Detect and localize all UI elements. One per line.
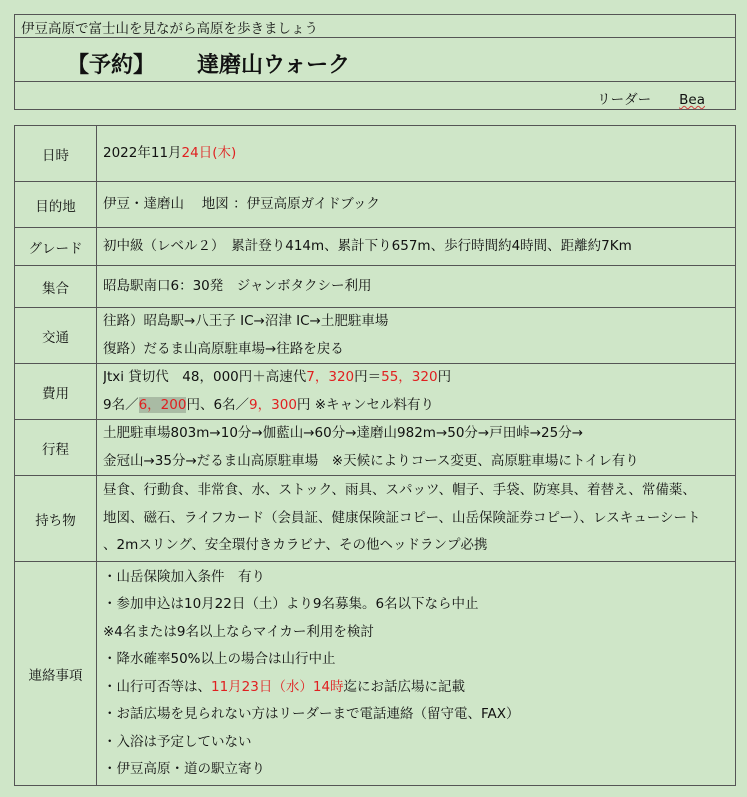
notes-item-2: ・参加申込は10月22日（土）より9名募集。6名以下なら中止 bbox=[103, 596, 479, 612]
cost-l1-e: 円 bbox=[437, 369, 452, 385]
title-text: 達磨山ウォーク bbox=[197, 53, 351, 78]
cost-l2-a: 9名／ bbox=[103, 396, 139, 413]
leader-row bbox=[15, 82, 735, 110]
cost-line-2 bbox=[103, 392, 735, 420]
label-notes: 連絡事項 bbox=[15, 562, 97, 786]
notes-item-5-b: 11月23日（水）14時 bbox=[211, 678, 344, 695]
notes-item-1: ・山岳保険加入条件 有り bbox=[103, 568, 265, 585]
itinerary-line-1: 土肥駐車場803m→10分→伽藍山→60分→達磨山982m→50分→戸田峠→25分→ bbox=[103, 425, 584, 441]
cost-l2-d: 9，300 bbox=[249, 396, 297, 413]
leader-label: リーダー bbox=[597, 92, 652, 108]
belongings-line-3: 、2mスリング、安全環付きカラビナ、その他ヘッドランプ必携 bbox=[103, 537, 488, 554]
cost-l1-a: Jtxi 貸切代 48，000円＋高速代 bbox=[103, 369, 307, 385]
value-belongings bbox=[97, 476, 736, 562]
notes-item-5 bbox=[103, 674, 735, 702]
value-grade: 初中級（レベル２） 累計登り414m、累計下り657m、歩行時間約4時間、距離約7Km bbox=[97, 228, 736, 266]
label-cost: 費用 bbox=[15, 364, 97, 420]
cost-line-1 bbox=[103, 364, 735, 392]
notes-item-8: ・伊豆高原・道の駅立寄り bbox=[103, 761, 265, 777]
cost-l1-c: 円＝ bbox=[354, 369, 382, 385]
label-transport: 交通 bbox=[15, 308, 97, 364]
cost-l2-b: 6，200 bbox=[138, 396, 187, 413]
notes-item-6: ・お話広場を見られない方はリーダーまで電話連絡（留守電、FAX） bbox=[103, 706, 520, 722]
value-meeting: 昭島駅南口6：30発 ジャンボタクシー利用 bbox=[97, 266, 736, 308]
row-itinerary bbox=[15, 420, 736, 476]
notes-item-3: ※4名または9名以上ならマイカー利用を検討 bbox=[103, 623, 374, 640]
label-datetime: 日時 bbox=[15, 126, 97, 182]
date-year-month: 2022年11月 bbox=[103, 144, 182, 161]
value-datetime bbox=[97, 126, 736, 182]
value-notes bbox=[97, 562, 736, 786]
label-belongings: 持ち物 bbox=[15, 476, 97, 562]
transport-line-1: 往路）昭島駅→八王子 IC→沼津 IC→土肥駐車場 bbox=[103, 313, 389, 329]
value-destination: 伊豆・達磨山 地図 ：伊豆高原ガイドブック bbox=[97, 182, 736, 228]
value-cost bbox=[97, 364, 736, 420]
label-meeting: 集合 bbox=[15, 266, 97, 308]
row-meeting bbox=[15, 266, 736, 308]
belongings-line-1: 昼食、行動食、非常食、水、ストック、雨具、スパッツ、帽子、手袋、防寒具、着替え、常備薬、 bbox=[103, 482, 696, 499]
transport-line-2: 復路）だるま山高原駐車場→往路を戻る bbox=[103, 340, 344, 357]
page-title bbox=[15, 38, 735, 82]
value-transport bbox=[97, 308, 736, 364]
cost-l2-e: 円 ※キャンセル料有り bbox=[296, 396, 435, 413]
row-cost bbox=[15, 364, 736, 420]
row-belongings bbox=[15, 476, 736, 562]
cost-l1-d: 55，320 bbox=[381, 369, 438, 385]
date-day: 24日 bbox=[181, 144, 213, 161]
notes-item-4: ・降水確率50%以上の場合は山行中止 bbox=[103, 651, 336, 667]
label-destination: 目的地 bbox=[15, 182, 97, 228]
label-grade: グレード bbox=[15, 228, 97, 266]
cost-l2-c: 円、6名／ bbox=[186, 396, 250, 413]
belongings-line-2: 地図、磁石、ライフカード（会員証、健康保険証コピー、山岳保険証券コピー）、レスキューシート bbox=[103, 509, 701, 526]
row-destination bbox=[15, 182, 736, 228]
header-box bbox=[14, 14, 736, 110]
notes-item-7: ・入浴は予定していない bbox=[103, 733, 252, 750]
details-table bbox=[14, 125, 736, 786]
notes-item-5-c: 迄にお話広場に記載 bbox=[343, 678, 466, 695]
cost-l1-b: 7，320 bbox=[306, 369, 355, 385]
subtitle: 伊豆高原で富士山を見ながら高原を歩きましょう bbox=[15, 15, 735, 38]
row-grade bbox=[15, 228, 736, 266]
label-itinerary: 行程 bbox=[15, 420, 97, 476]
date-weekday: (木) bbox=[212, 144, 237, 161]
row-transport bbox=[15, 308, 736, 364]
row-datetime bbox=[15, 126, 736, 182]
title-prefix: 【予約】 bbox=[67, 53, 156, 78]
row-notes bbox=[15, 562, 736, 786]
leader-name: Bea bbox=[679, 92, 705, 108]
value-itinerary bbox=[97, 420, 736, 476]
notes-item-5-a: ・山行可否等は、 bbox=[103, 678, 211, 695]
itinerary-line-2: 金冠山→35分→だるま山高原駐車場 ※天候によりコース変更、高原駐車場にトイレ有り bbox=[103, 452, 639, 469]
